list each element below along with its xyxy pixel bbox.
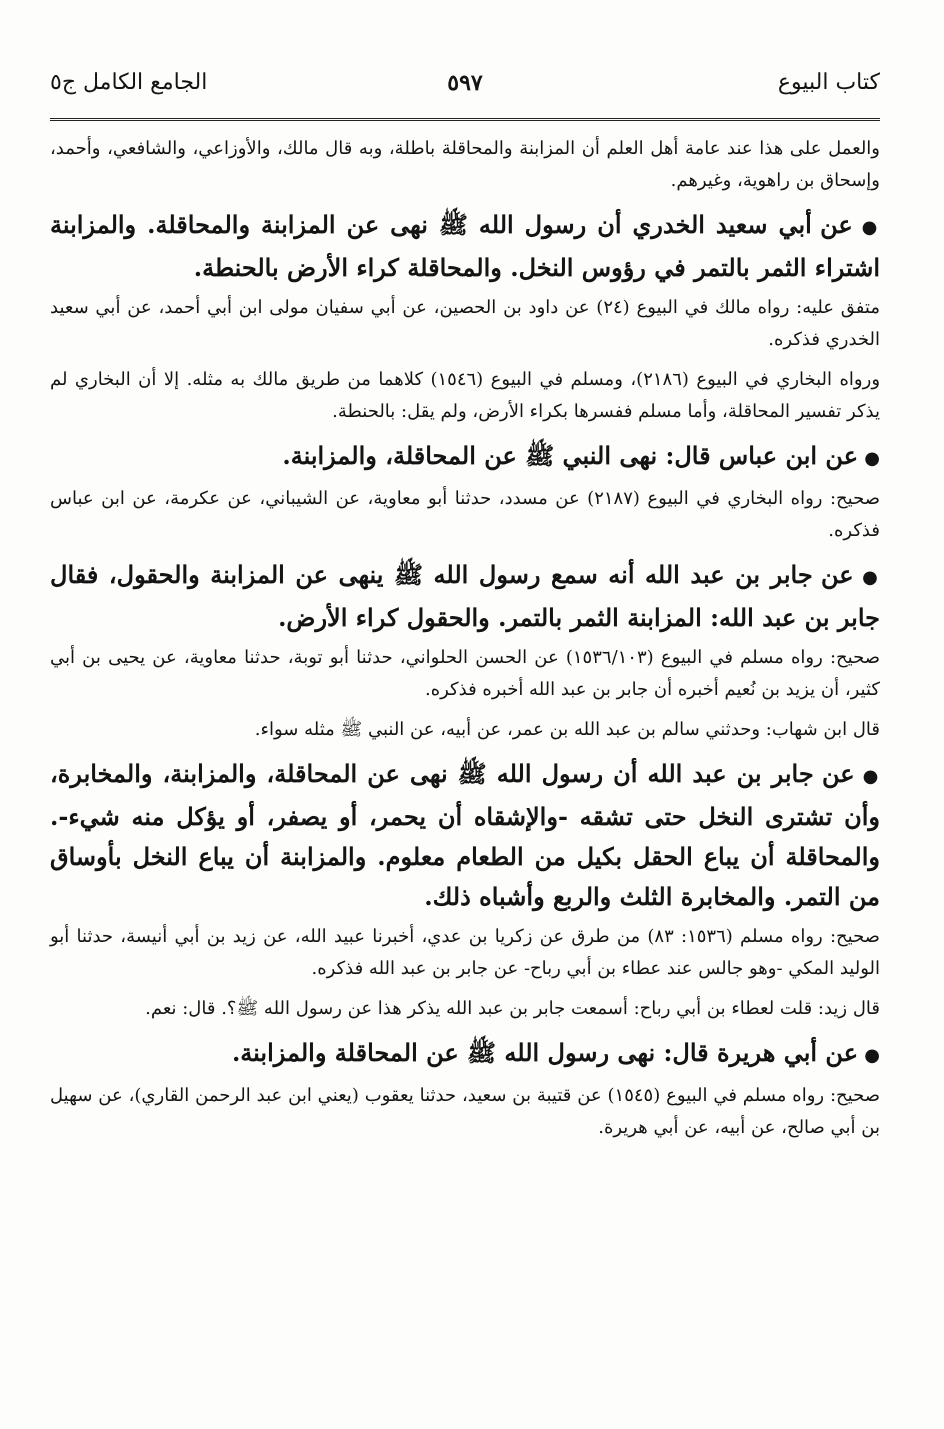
paragraph-note: صحيح: رواه مسلم في البيوع (١٥٣٦/١٠٣) عن الحسن الحلواني، حدثنا أبو توبة، حدثنا معاوية، عن يحيى بن أبي كثير، أن يزيد بن نُعيم أخبره أن جابر بن عبد الله أخبره فذكره. [50,647,880,700]
paragraph-note: صحيح: رواه البخاري في البيوع (٢١٨٧) عن مسدد، حدثنا أبو معاوية، عن الشيباني، عن عكرمة، عن ابن عباس فذكره. [50,488,880,541]
paragraph-note: والعمل على هذا عند عامة أهل العلم أن المزابنة والمحاقلة باطلة، وبه قال مالك، والأوزاعي، والشافعي، وأحمد، وإسحاق بن راهوية، وغيرهم. [50,138,880,191]
paragraph-note: قال زيد: قلت لعطاء بن أبي رباح: أسمعت جابر بن عبد الله يذكر هذا عن رسول الله ﷺ؟. قال: نعم. [145,998,880,1019]
paragraph-hadith: ● عن جابر بن عبد الله أنه سمع رسول الله ﷺ ينهى عن المزابنة والحقول، فقال جابر بن عبد الله: المزابنة الثمر بالتمر. والحقول كراء الأرض. [50,555,880,638]
page-content [50,133,880,1144]
page-number: ٥٩٧ [447,70,483,96]
paragraph-hadith: ● عن ابن عباس قال: نهى النبي ﷺ عن المحاقلة، والمزابنة. [50,436,880,479]
book-page [0,56,944,1429]
paragraph-note: صحيح: رواه مسلم (١٥٣٦: ٨٣) من طرق عن زكريا بن عدي، أخبرنا عبيد الله، عن زيد بن أبي أنيسة، حدثنا أبو الوليد المكي -وهو جالس عند عطاء بن أبي رباح- عن جابر بن عبد الله فذكره. [50,926,880,979]
paragraph-note: قال ابن شهاب: وحدثني سالم بن عبد الله بن عمر، عن أبيه، عن النبي ﷺ مثله سواء. [254,719,880,740]
paragraph-note: صحيح: رواه مسلم في البيوع (١٥٤٥) عن قتيبة بن سعيد، حدثنا يعقوب (يعني ابن عبد الرحمن القاري)، عن سهيل بن أبي صالح، عن أبيه، عن أبي هريرة. [50,1085,880,1138]
page-header [50,56,880,121]
paragraph-hadith: ● عن أبي هريرة قال: نهى رسول الله ﷺ عن المحاقلة والمزابنة. [50,1033,880,1076]
paragraph-hadith: ● عن أبي سعيد الخدري أن رسول الله ﷺ نهى عن المزابنة والمحاقلة. والمزابنة اشتراء الثمر بالتمر في رؤوس النخل. والمحاقلة كراء الأرض بالحنطة. [50,205,880,288]
chapter-title: كتاب البيوع [777,70,880,95]
paragraph-note: متفق عليه: رواه مالك في البيوع (٢٤) عن داود بن الحصين، عن أبي سفيان مولى ابن أبي أحمد، عن أبي سعيد الخدري فذكره. [50,297,880,350]
paragraph-hadith: ● عن جابر بن عبد الله أن رسول الله ﷺ نهى عن المحاقلة، والمزابنة، والمخابرة، وأن تشترى النخل حتى تشقه -والإشقاه أن يحمر، أو يصفر، أو يؤكل منه شيء-. والمحاقلة أن يباع الحقل بكيل من الطعام معلوم. والمزابنة أن يباع النخل بأوساق من التمر. والمخابرة الثلث والربع وأشباه ذلك. [50,754,880,917]
book-title: الجامع الكامل ج٥ [50,70,208,95]
paragraph-note: ورواه البخاري في البيوع (٢١٨٦)، ومسلم في البيوع (١٥٤٦) كلاهما من طريق مالك به مثله. إلا أن البخاري لم يذكر تفسير المحاقلة، وأما مسلم ففسرها بكراء الأرض، ولم يقل: بالحنطة. [50,369,881,422]
